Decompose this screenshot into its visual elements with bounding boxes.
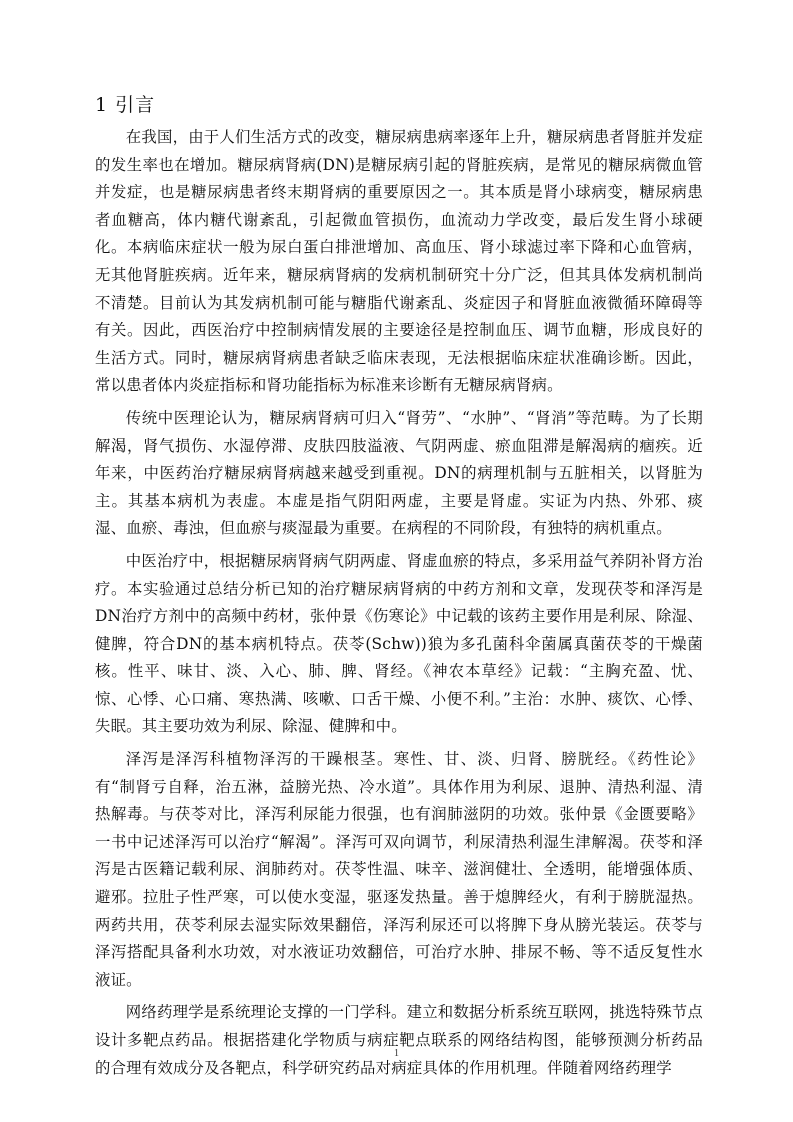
paragraph-intro-diabetic-nephropathy: 在我国，由于人们生活方式的改变，糖尿病患病率逐年上升，糖尿病患者肾脏并发症的发生率也在增加。糖尿病肾病(DN)是糖尿病引起的肾脏疾病，是常见的糖尿病微血管并发症，也是糖尿病患者终末期肾病的重要原因之一。其本质是肾小球病变，糖尿病患者血糖高，体内糖代谢紊乱，引起微血管损伤，血流动力学改变，最后发生肾小球硬化。本病临床症状一般为尿白蛋白排泄增加、高血压、肾小球滤过率下降和心血管病，无其他肾脏疾病。近年来，糖尿病肾病的发病机制研究十分广泛，但其具体发病机制尚不清楚。目前认为其发病机制可能与糖脂代谢紊乱、炎症因子和肾脏血液微循环障碍等有关。因此，西医治疗中控制病情发展的主要途径是控制血压、调节血糖，形成良好的生活方式。同时，糖尿病肾病患者缺乏临床表现，无法根据临床症状准确诊断。因此，常以患者体内炎症指标和肾功能指标为标准来诊断有无糖尿病肾病。 — [95, 128, 703, 395]
paragraph-poria-treatment: 中医治疗中，根据糖尿病肾病气阴两虚、肾虚血瘀的特点，多采用益气养阴补肾方治疗。本实验通过总结分析已知的治疗糖尿病肾病的中药方剂和文章，发现茯苓和泽泻是DN治疗方剂中的高频中药材，张仲景《伤寒论》中记载的该药主要作用是利尿、除湿、健脾，符合DN的基本病机特点。茯苓(Schw))狼为多孔菌科伞菌属真菌茯苓的干燥菌核。性平、味甘、淡、入心、肺、脾、肾经。《神农本草经》记载：“主胸充盈、忧、惊、心悸、心口痛、寒热满、咳嗽、口舌干燥、小便不利。”主治：水肿、痰饮、心悸、失眠。其主要功效为利尿、除湿、健脾和中。 — [95, 551, 703, 736]
paragraph-network-pharmacology: 网络药理学是系统理论支撑的一门学科。建立和数据分析系统互联网，挑选特殊节点设计多靶点药品。根据搭建化学物质与病症靶点联系的网络结构图，能够预测分析药品的合理有效成分及各靶点，科学研究药品对病症具体的作用机理。伴随着网络药理学 — [95, 1003, 703, 1077]
page-body — [95, 90, 703, 1082]
paragraph-alisma: 泽泻是泽泻科植物泽泻的干躁根茎。寒性、甘、淡、归肾、膀胱经。《药性论》有“制肾亏自释，治五淋，益膀光热、冷水道”。具体作用为利尿、退肿、清热利湿、清热解毒。与茯苓对比，泽泻利尿能力很强，也有润肺滋阴的功效。张仲景《金匮要略》一书中记述泽泻可以治疗“解渴”。泽泻可双向调节，利尿清热利湿生津解渴。茯苓和泽泻是古医籍记载利尿、润肺药对。茯苓性温、味辛、滋润健壮、全透明，能增强体质、避邪。拉肚子性严寒，可以使水变湿，驱逐发热量。善于熄脾经火，有利于膀胱湿热。两药共用，茯苓利尿去湿实际效果翻倍，泽泻利尿还可以将脾下身从膀光装运。茯苓与泽泻搭配具备利水功效，对水液证功效翻倍，可治疗水肿、排尿不畅、等不适反复性水液证。 — [95, 750, 703, 989]
page-number: 1 — [394, 1048, 399, 1059]
paragraph-tcm-theory: 传统中医理论认为，糖尿病肾病可归入“肾劳”、“水肿”、“肾消”等范畴。为了长期解渴，肾气损伤、水湿停滞、皮肤四肢溢液、气阴两虚、瘀血阻滞是解渴病的痼疾。近年来，中医药治疗糖尿病肾病越来越受到重视。DN的病理机制与五脏相关，以肾脏为主。其基本病机为表虚。本虚是指气阴阳两虚，主要是肾虚。实证为内热、外邪、痰湿、血瘀、毒浊，但血瘀与痰湿最为重要。在病程的不同阶段，有独特的病机重点。 — [95, 408, 703, 538]
section-heading: 1 引言 — [95, 94, 156, 116]
